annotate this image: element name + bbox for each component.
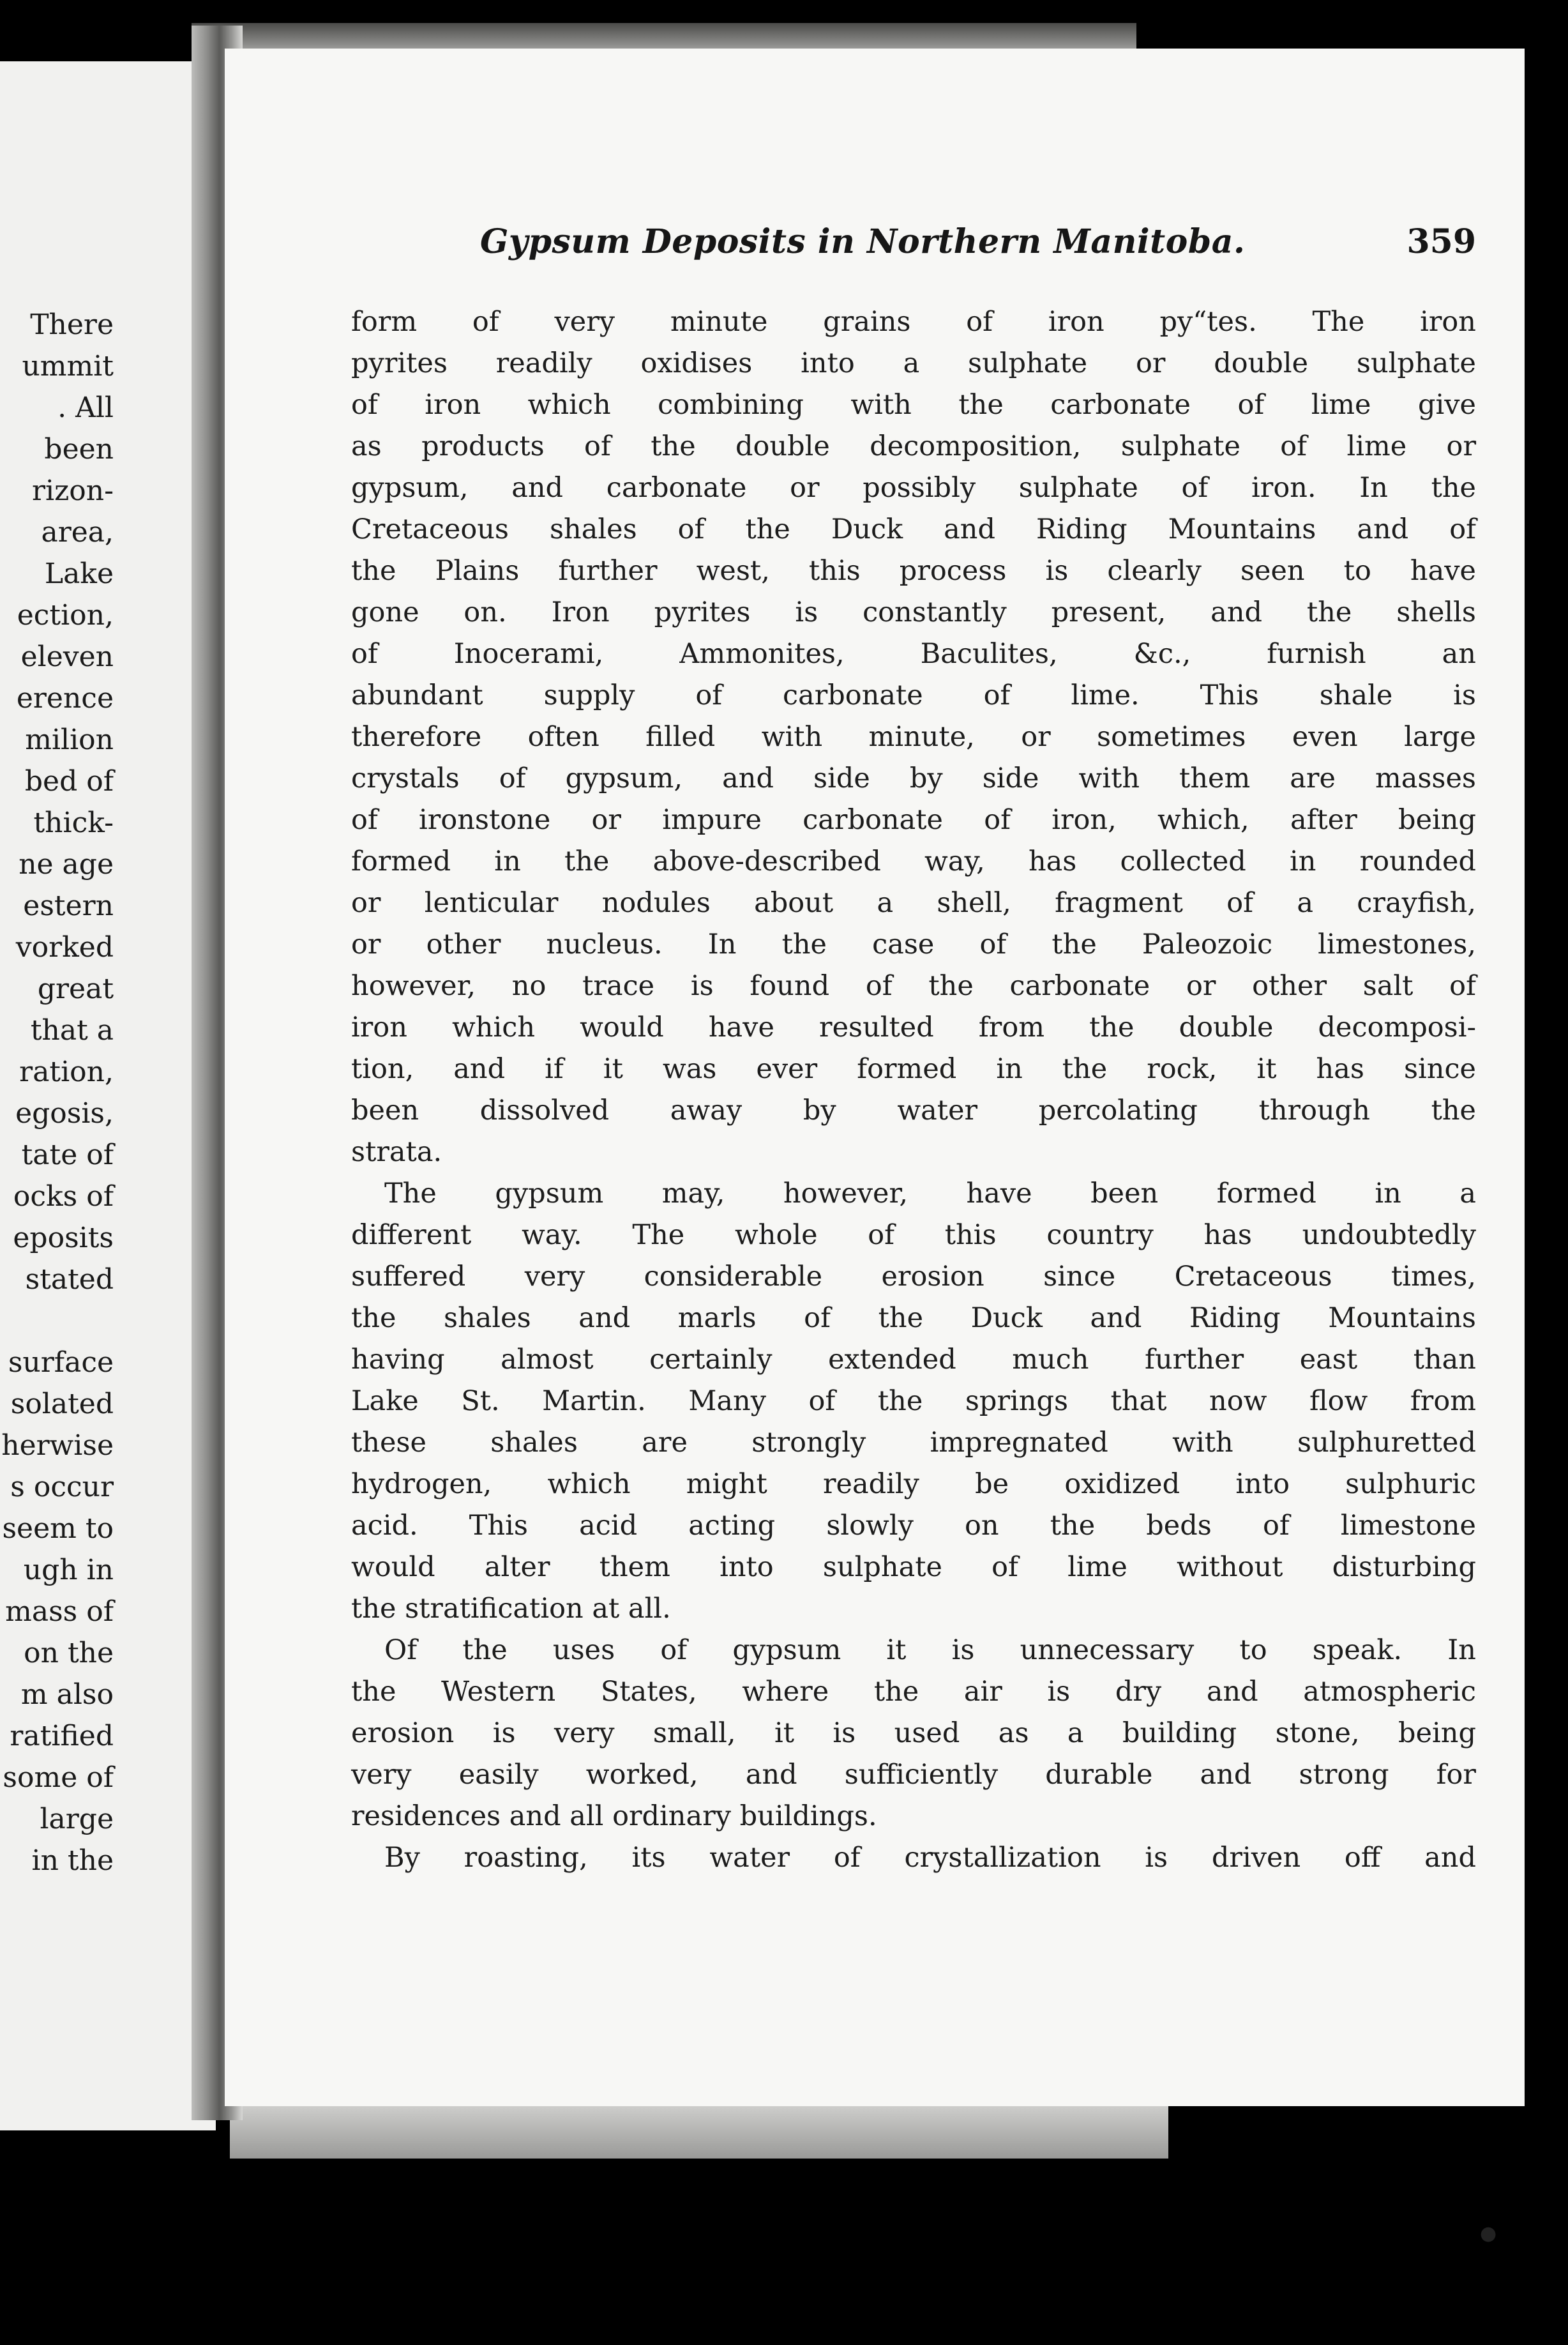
facing-page-line: stated xyxy=(25,1263,114,1296)
facing-page-line xyxy=(1,1300,114,1342)
text-line: the Western States, where the air is dry and atmospheric xyxy=(351,1676,1476,1708)
facing-page-line: eleven xyxy=(20,641,114,673)
text-line: hydrogen, which might readily be oxidized into sulphuric xyxy=(351,1468,1476,1500)
text-line: or lenticular nodules about a shell, fragment of a crayfish, xyxy=(351,887,1476,919)
text-line: acid. This acid acting slowly on the beds of limestone xyxy=(351,1510,1476,1542)
facing-page-line: solated xyxy=(10,1388,114,1420)
page-header xyxy=(480,222,1476,273)
paragraph xyxy=(351,1173,1476,1630)
text-line: Of the uses of gypsum it is unnecessary to speak. In xyxy=(384,1634,1476,1666)
text-line: of ironstone or impure carbonate of iron, which, after being xyxy=(351,804,1476,836)
facing-page-line: ugh in xyxy=(23,1554,114,1586)
facing-page-line: great xyxy=(37,973,114,1005)
text-line: crystals of gypsum, and side by side with them are masses xyxy=(351,763,1476,794)
facing-page-line: thick- xyxy=(33,807,114,839)
text-line: therefore often filled with minute, or sometimes even large xyxy=(351,721,1476,753)
text-line: residences and all ordinary buildings. xyxy=(351,1800,877,1832)
facing-page-line: mass of xyxy=(5,1595,114,1628)
text-line: iron which would have resulted from the double decomposi- xyxy=(351,1012,1476,1043)
text-line: however, no trace is found of the carbonate or other salt of xyxy=(351,970,1476,1002)
facing-page-line: some of xyxy=(3,1761,114,1794)
text-line: these shales are strongly impregnated with sulphuretted xyxy=(351,1427,1476,1459)
text-line: would alter them into sulphate of lime without disturbing xyxy=(351,1551,1476,1583)
facing-page-line: ocks of xyxy=(13,1180,114,1213)
facing-page-line: ne age xyxy=(19,848,114,881)
text-line: gone on. Iron pyrites is constantly present, and the shells xyxy=(351,596,1476,628)
facing-page-line: milion xyxy=(25,724,114,756)
facing-page-line: been xyxy=(44,433,114,466)
text-line: as products of the double decomposition, sulphate of lime or xyxy=(351,430,1476,462)
facing-page-line: that a xyxy=(30,1014,114,1047)
facing-page-line: herwise xyxy=(1,1429,114,1462)
text-line: tion, and if it was ever formed in the rock, it has since xyxy=(351,1053,1476,1085)
text-line: gypsum, and carbonate or possibly sulphate of iron. In the xyxy=(351,472,1476,504)
facing-page-line: large xyxy=(40,1803,114,1835)
text-line: The gypsum may, however, have been formed in a xyxy=(384,1178,1476,1210)
facing-page-line: on the xyxy=(24,1637,114,1669)
running-title: Gypsum Deposits in Northern Manitoba. xyxy=(480,222,1246,261)
text-line: form of very minute grains of iron py“tes. The iron xyxy=(351,306,1476,338)
text-line: having almost certainly extended much further east than xyxy=(351,1344,1476,1376)
facing-page-line: ummit xyxy=(22,350,114,383)
paragraph xyxy=(351,1837,1476,1879)
scan-speck-mark: ● xyxy=(1480,2222,1497,2245)
facing-page-line: There xyxy=(30,308,114,341)
facing-page-line: s occur xyxy=(10,1471,114,1503)
facing-page-line: tate of xyxy=(21,1139,114,1171)
page-number: 359 xyxy=(1406,222,1476,261)
text-line: suffered very considerable erosion since Cretaceous times, xyxy=(351,1261,1476,1293)
facing-page-line: ration, xyxy=(19,1056,114,1088)
body-text xyxy=(351,301,1476,1879)
text-line: different way. The whole of this country has undoubtedly xyxy=(351,1219,1476,1251)
facing-page-line: bed of xyxy=(24,765,114,798)
facing-page-line: ratified xyxy=(10,1720,114,1752)
facing-page-line: estern xyxy=(23,890,114,922)
facing-page-line: vorked xyxy=(15,931,114,964)
text-line: the Plains further west, this process is clearly seen to have xyxy=(351,555,1476,587)
text-line: pyrites readily oxidises into a sulphate or double sulphate xyxy=(351,347,1476,379)
text-line: very easily worked, and sufficiently durable and strong for xyxy=(351,1759,1476,1791)
facing-page-line: egosis, xyxy=(15,1097,114,1130)
facing-page-line: m also xyxy=(20,1678,114,1711)
text-line: the stratification at all. xyxy=(351,1593,671,1625)
facing-page-left xyxy=(0,61,216,2130)
text-line: formed in the above-described way, has collected in rounded xyxy=(351,846,1476,877)
facing-page-line: erence xyxy=(16,682,114,715)
paragraph xyxy=(351,1630,1476,1837)
facing-page-line: Lake xyxy=(44,558,114,590)
text-line: By roasting, its water of crystallization is driven off and xyxy=(384,1842,1476,1874)
text-line: abundant supply of carbonate of lime. This shale is xyxy=(351,679,1476,711)
facing-page-line: in the xyxy=(31,1844,114,1877)
facing-page-line: surface xyxy=(8,1346,114,1379)
text-line: of Inocerami, Ammonites, Baculites, &c., furnish an xyxy=(351,638,1476,670)
facing-page-text-fragments xyxy=(1,304,114,1881)
facing-page-line: area, xyxy=(41,516,114,549)
text-line: erosion is very small, it is used as a building stone, being xyxy=(351,1717,1476,1749)
text-line: been dissolved away by water percolating through the xyxy=(351,1095,1476,1127)
facing-page-line: ection, xyxy=(17,599,114,632)
text-line: strata. xyxy=(351,1136,442,1168)
facing-page-line: eposits xyxy=(13,1222,114,1254)
text-line: Cretaceous shales of the Duck and Riding Mountains and of xyxy=(351,513,1476,545)
facing-page-line: seem to xyxy=(2,1512,114,1545)
facing-page-line: . All xyxy=(57,391,114,424)
text-line: Lake St. Martin. Many of the springs that now flow from xyxy=(351,1385,1476,1417)
facing-page-line: rizon- xyxy=(32,474,114,507)
page-right xyxy=(225,49,1525,2106)
paragraph xyxy=(351,301,1476,1173)
text-line: the shales and marls of the Duck and Riding Mountains xyxy=(351,1302,1476,1334)
text-line: of iron which combining with the carbonate of lime give xyxy=(351,389,1476,421)
text-line: or other nucleus. In the case of the Paleozoic limestones, xyxy=(351,929,1476,960)
